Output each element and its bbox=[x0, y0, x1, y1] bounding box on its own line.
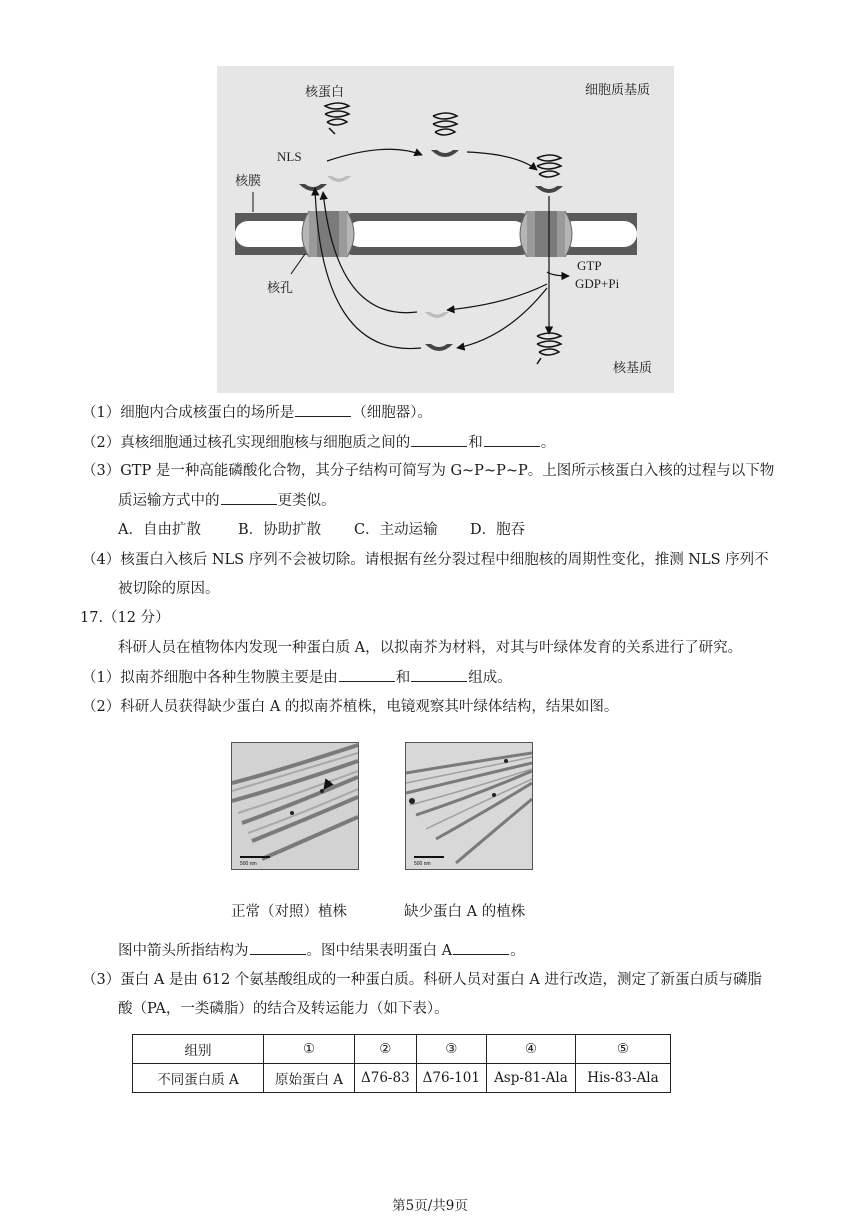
q16-3-b-text: 质运输方式中的 bbox=[118, 493, 220, 509]
pore-label: 核孔 bbox=[267, 281, 294, 296]
q17-2-b-tail: 。 bbox=[510, 943, 525, 959]
gtp-label: GTP bbox=[577, 258, 602, 273]
q16-4-line-b: 被切除的原因。 bbox=[118, 581, 220, 597]
answer-blank[interactable] bbox=[411, 667, 467, 682]
table-row bbox=[133, 1064, 671, 1093]
cytoplasm-label: 细胞质基质 bbox=[585, 83, 651, 98]
table-cell: ② bbox=[355, 1035, 417, 1064]
table-cell: ① bbox=[264, 1035, 355, 1064]
table-cell: ③ bbox=[416, 1035, 486, 1064]
table-cell: 原始蛋白 A bbox=[264, 1064, 355, 1093]
table-cell: Δ76-101 bbox=[416, 1064, 486, 1093]
q16-3-option-d[interactable]: D．胞吞 bbox=[470, 522, 526, 538]
q17-3-line-b: 酸（PA，一类磷脂）的结合及转运能力（如下表）。 bbox=[118, 1001, 449, 1017]
answer-blank[interactable] bbox=[295, 402, 351, 417]
page-footer: 第5页/共9页 bbox=[392, 1198, 468, 1214]
q16-3-option-b[interactable]: B．协助扩散 bbox=[238, 522, 322, 538]
q17-1-text: （1）拟南芥细胞中各种生物膜主要是由 bbox=[82, 670, 338, 686]
nuclear-pore-left bbox=[302, 211, 354, 257]
answer-blank[interactable] bbox=[453, 940, 509, 955]
answer-blank[interactable] bbox=[484, 432, 540, 447]
table-cell: ⑤ bbox=[575, 1035, 670, 1064]
scale-bar-label: 500 nm bbox=[414, 861, 431, 867]
answer-blank[interactable] bbox=[250, 940, 306, 955]
answer-blank[interactable] bbox=[221, 490, 277, 505]
q17-1 bbox=[82, 667, 512, 688]
nuclear-envelope bbox=[235, 213, 637, 255]
q17-1-and: 和 bbox=[395, 670, 411, 686]
table-cell: ④ bbox=[486, 1035, 575, 1064]
q17-intro: 科研人员在植物体内发现一种蛋白质 A，以拟南芥为材料，对其与叶绿体发育的关系进行了研究。 bbox=[118, 640, 743, 656]
table-cell: Δ76-83 bbox=[355, 1064, 417, 1093]
q16-2-text: （2）真核细胞通过核孔实现细胞核与细胞质之间的 bbox=[82, 435, 411, 451]
q17-2-b bbox=[118, 940, 525, 961]
q17-1-tail: 组成。 bbox=[468, 670, 512, 686]
nucleoprotein-label: 核蛋白 bbox=[305, 85, 345, 100]
q16-3-line-a: （3）GTP 是一种高能磷酸化合物，其分子结构可简写为 G~P~P~P。上图所示核蛋白入核的过程与以下物 bbox=[82, 463, 775, 479]
nls-label: NLS bbox=[277, 149, 302, 164]
q16-3-option-c[interactable]: C．主动运输 bbox=[354, 522, 438, 538]
q16-3-b-tail: 更类似。 bbox=[277, 493, 336, 509]
answer-blank[interactable] bbox=[411, 432, 467, 447]
q16-2 bbox=[82, 432, 555, 453]
q16-3-line-b bbox=[118, 490, 336, 511]
q17-2: （2）科研人员获得缺少蛋白 A 的拟南芥植株，电镜观察其叶绿体结构，结果如图。 bbox=[82, 699, 619, 715]
caption-normal: 正常（对照）植株 bbox=[231, 904, 347, 920]
nucleoplasm-label: 核基质 bbox=[613, 361, 653, 376]
q17-2-b-text: 图中箭头所指结构为 bbox=[118, 943, 249, 959]
q16-4-line-a: （4）核蛋白入核后 NLS 序列不会被切除。请根据有丝分裂过程中细胞核的周期性变化，推测 NLS 序列不 bbox=[82, 552, 769, 568]
table-row bbox=[133, 1035, 671, 1064]
q17-2-b-mid: 。图中结果表明蛋白 A bbox=[306, 943, 453, 959]
q17-header: 17.（12 分） bbox=[80, 610, 170, 626]
nuclear-import-diagram bbox=[217, 66, 674, 393]
micrograph-mutant bbox=[405, 742, 533, 870]
envelope-label: 核膜 bbox=[235, 174, 262, 189]
scale-bar-label: 500 nm bbox=[240, 861, 257, 867]
table-cell: His-83-Ala bbox=[575, 1064, 670, 1093]
q16-2-and: 和 bbox=[468, 435, 483, 451]
q16-1-text: （1）细胞内合成核蛋白的场所是 bbox=[82, 405, 295, 421]
q16-2-tail: 。 bbox=[540, 435, 556, 451]
q16-1-tail: （细胞器）。 bbox=[352, 405, 432, 421]
answer-blank[interactable] bbox=[339, 667, 395, 682]
caption-mutant: 缺少蛋白 A 的植株 bbox=[404, 904, 526, 920]
micrograph-normal bbox=[231, 742, 359, 870]
protein-variant-table bbox=[132, 1034, 671, 1093]
table-cell: Asp-81-Ala bbox=[486, 1064, 575, 1093]
q16-3-option-a[interactable]: A．自由扩散 bbox=[118, 522, 201, 538]
gdp-label: GDP+Pi bbox=[575, 276, 620, 291]
q17-3-line-a: （3）蛋白 A 是由 612 个氨基酸组成的一种蛋白质。科研人员对蛋白 A 进行改造，测定了新蛋白质与磷脂 bbox=[82, 972, 762, 988]
table-cell: 不同蛋白质 A bbox=[133, 1064, 264, 1093]
table-cell: 组别 bbox=[133, 1035, 264, 1064]
nuclear-pore-right bbox=[520, 211, 572, 257]
q16-1 bbox=[82, 402, 432, 423]
